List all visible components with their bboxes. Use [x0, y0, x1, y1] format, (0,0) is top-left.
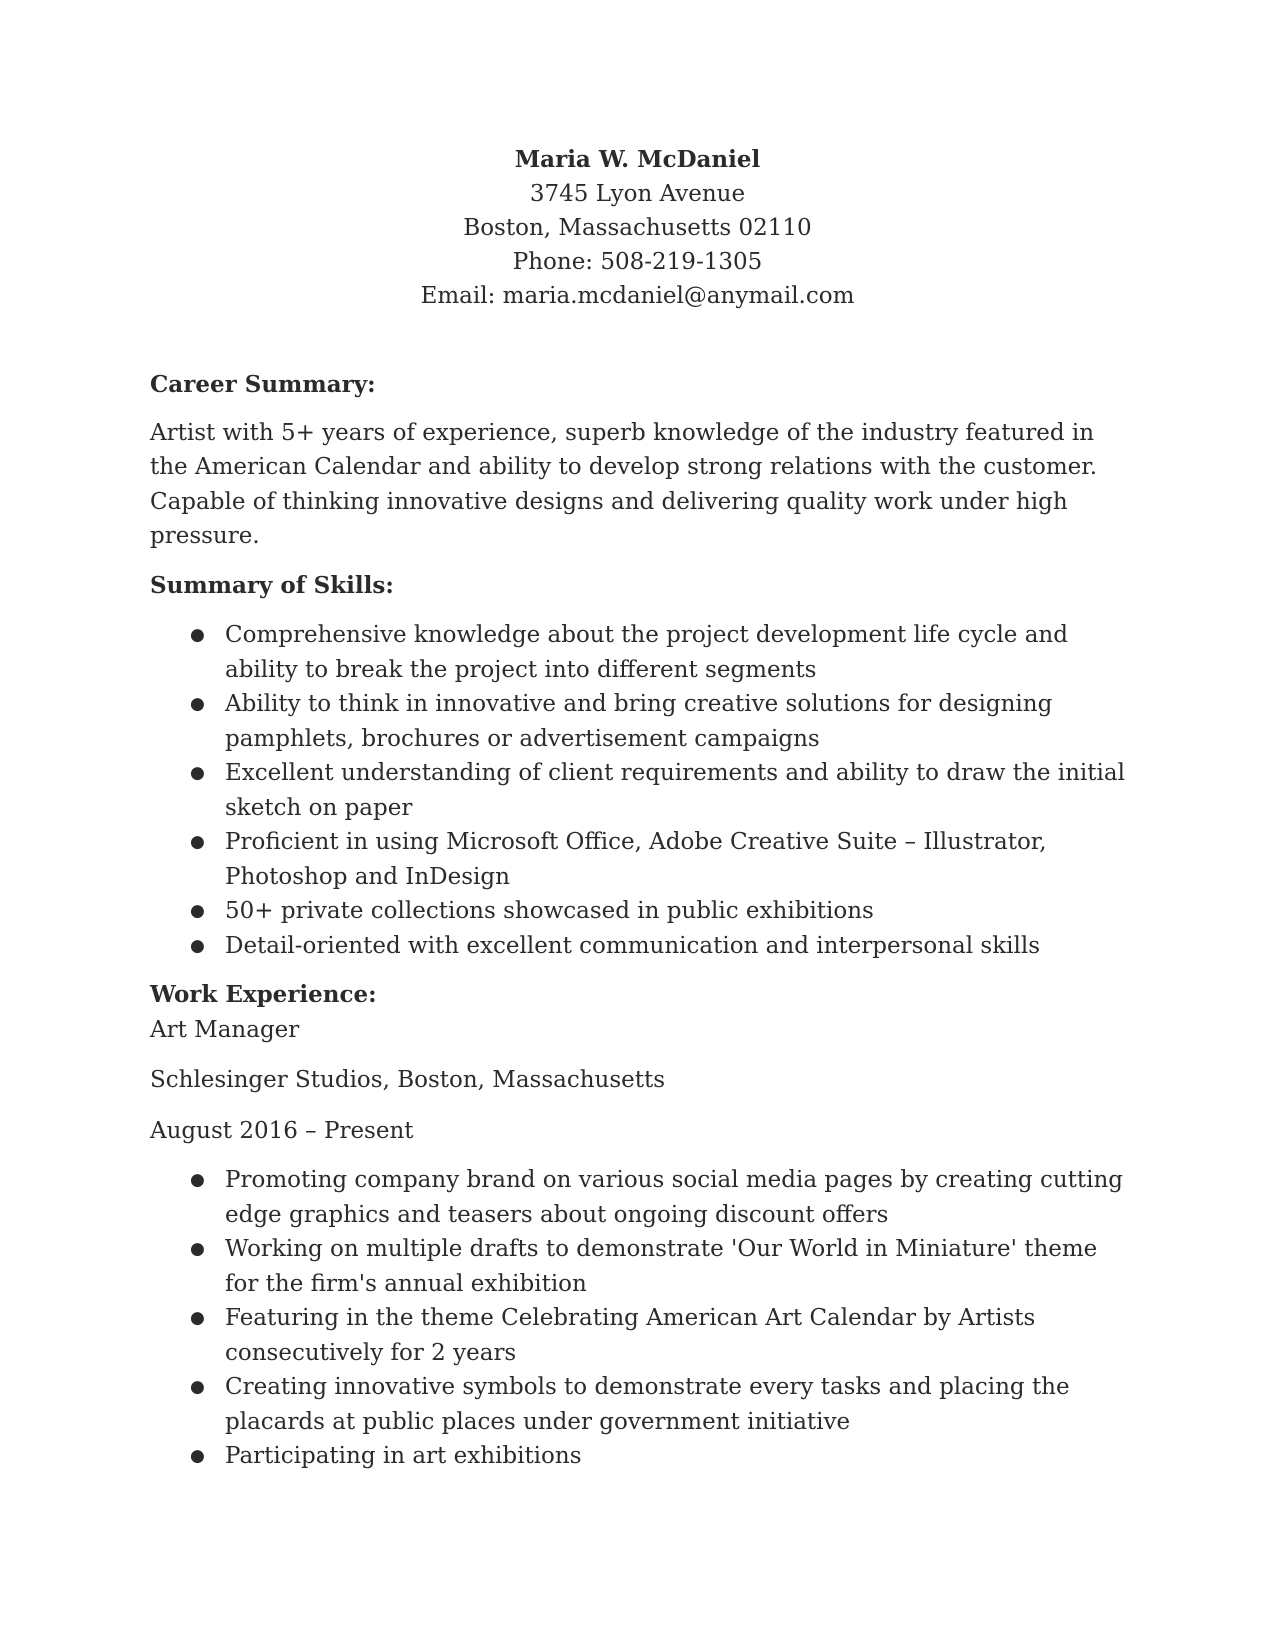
work-experience-section: [150, 978, 1135, 1474]
bullet-icon: ●: [190, 1446, 205, 1466]
duty-text: Promoting company brand on various social media pages by creating cutting edge graphics and teasers about ongoing discount offers: [225, 1167, 1124, 1228]
bullet-icon: ●: [190, 901, 205, 921]
list-item: [150, 618, 1135, 687]
phone-line: Phone: 508-219-1305: [512, 249, 763, 275]
bullet-icon: ●: [190, 625, 205, 645]
list-item: [150, 756, 1135, 825]
work-experience-heading: Work Experience:: [150, 981, 377, 1008]
bullet-icon: ●: [190, 935, 205, 956]
skill-text: Excellent understanding of client requirements and ability to draw the initial sketch on paper: [225, 760, 1125, 821]
contact-header: [0, 143, 1275, 313]
skills-list: [150, 618, 1135, 963]
bullet-icon: ●: [190, 1170, 205, 1190]
list-item: [150, 929, 1135, 964]
career-summary-heading: Career Summary:: [150, 371, 376, 398]
address-line-1: 3745 Lyon Avenue: [529, 181, 746, 207]
career-summary-section: [150, 368, 1135, 554]
skill-text: 50+ private collections showcased in public exhibitions: [225, 898, 874, 924]
skills-heading: Summary of Skills:: [150, 571, 394, 599]
list-item: [150, 1439, 1135, 1474]
skill-text: Comprehensive knowledge about the project development life cycle and ability to break the project into different segments: [225, 622, 1068, 683]
list-item: [150, 1301, 1135, 1370]
duty-text: Working on multiple drafts to demonstrate 'Our World in Miniature' theme for the firm's annual exhibition: [225, 1236, 1098, 1297]
bullet-icon: ●: [190, 694, 205, 714]
candidate-name: Maria W. McDaniel: [514, 146, 761, 173]
email-line: Email: maria.mcdaniel@anymail.com: [420, 283, 855, 309]
job-company: Schlesinger Studios, Boston, Massachusetts: [150, 1067, 666, 1093]
duty-text: Creating innovative symbols to demonstrate every tasks and placing the placards at public places under government initiative: [225, 1374, 1070, 1435]
list-item: [150, 825, 1135, 894]
job-dates: August 2016 – Present: [150, 1117, 414, 1144]
skill-text: Detail-oriented with excellent communication and interpersonal skills: [225, 932, 1041, 959]
list-item: [150, 687, 1135, 756]
list-item: [150, 894, 1135, 929]
bullet-icon: ●: [190, 1308, 205, 1328]
job-title: Art Manager: [150, 1016, 300, 1043]
address-line-2: Boston, Massachusetts 02110: [463, 215, 812, 241]
skills-section: [150, 569, 1135, 964]
skill-text: Proficient in using Microsoft Office, Adobe Creative Suite – Illustrator, Photoshop and InDesign: [225, 829, 1047, 890]
skill-text: Ability to think in innovative and bring creative solutions for designing pamphlets, brochures or advertisement campaigns: [225, 691, 1053, 752]
list-item: [150, 1232, 1135, 1301]
duty-text: Participating in art exhibitions: [225, 1443, 582, 1469]
resume-body: [150, 368, 1135, 1474]
career-summary-text: Artist with 5+ years of experience, superb knowledge of the industry featured in the American Calendar and ability to develop strong relations with the customer. Capable of thinking innovative designs and delivering quality work under high pressure.: [150, 419, 1098, 549]
list-item: [150, 1163, 1135, 1232]
work-duties-list: [150, 1163, 1135, 1474]
list-item: [150, 1370, 1135, 1439]
duty-text: Featuring in the theme Celebrating American Art Calendar by Artists consecutively for 2 years: [225, 1305, 1036, 1366]
bullet-icon: ●: [190, 763, 205, 783]
bullet-icon: ●: [190, 832, 205, 852]
bullet-icon: ●: [190, 1239, 205, 1259]
bullet-icon: ●: [190, 1377, 205, 1397]
